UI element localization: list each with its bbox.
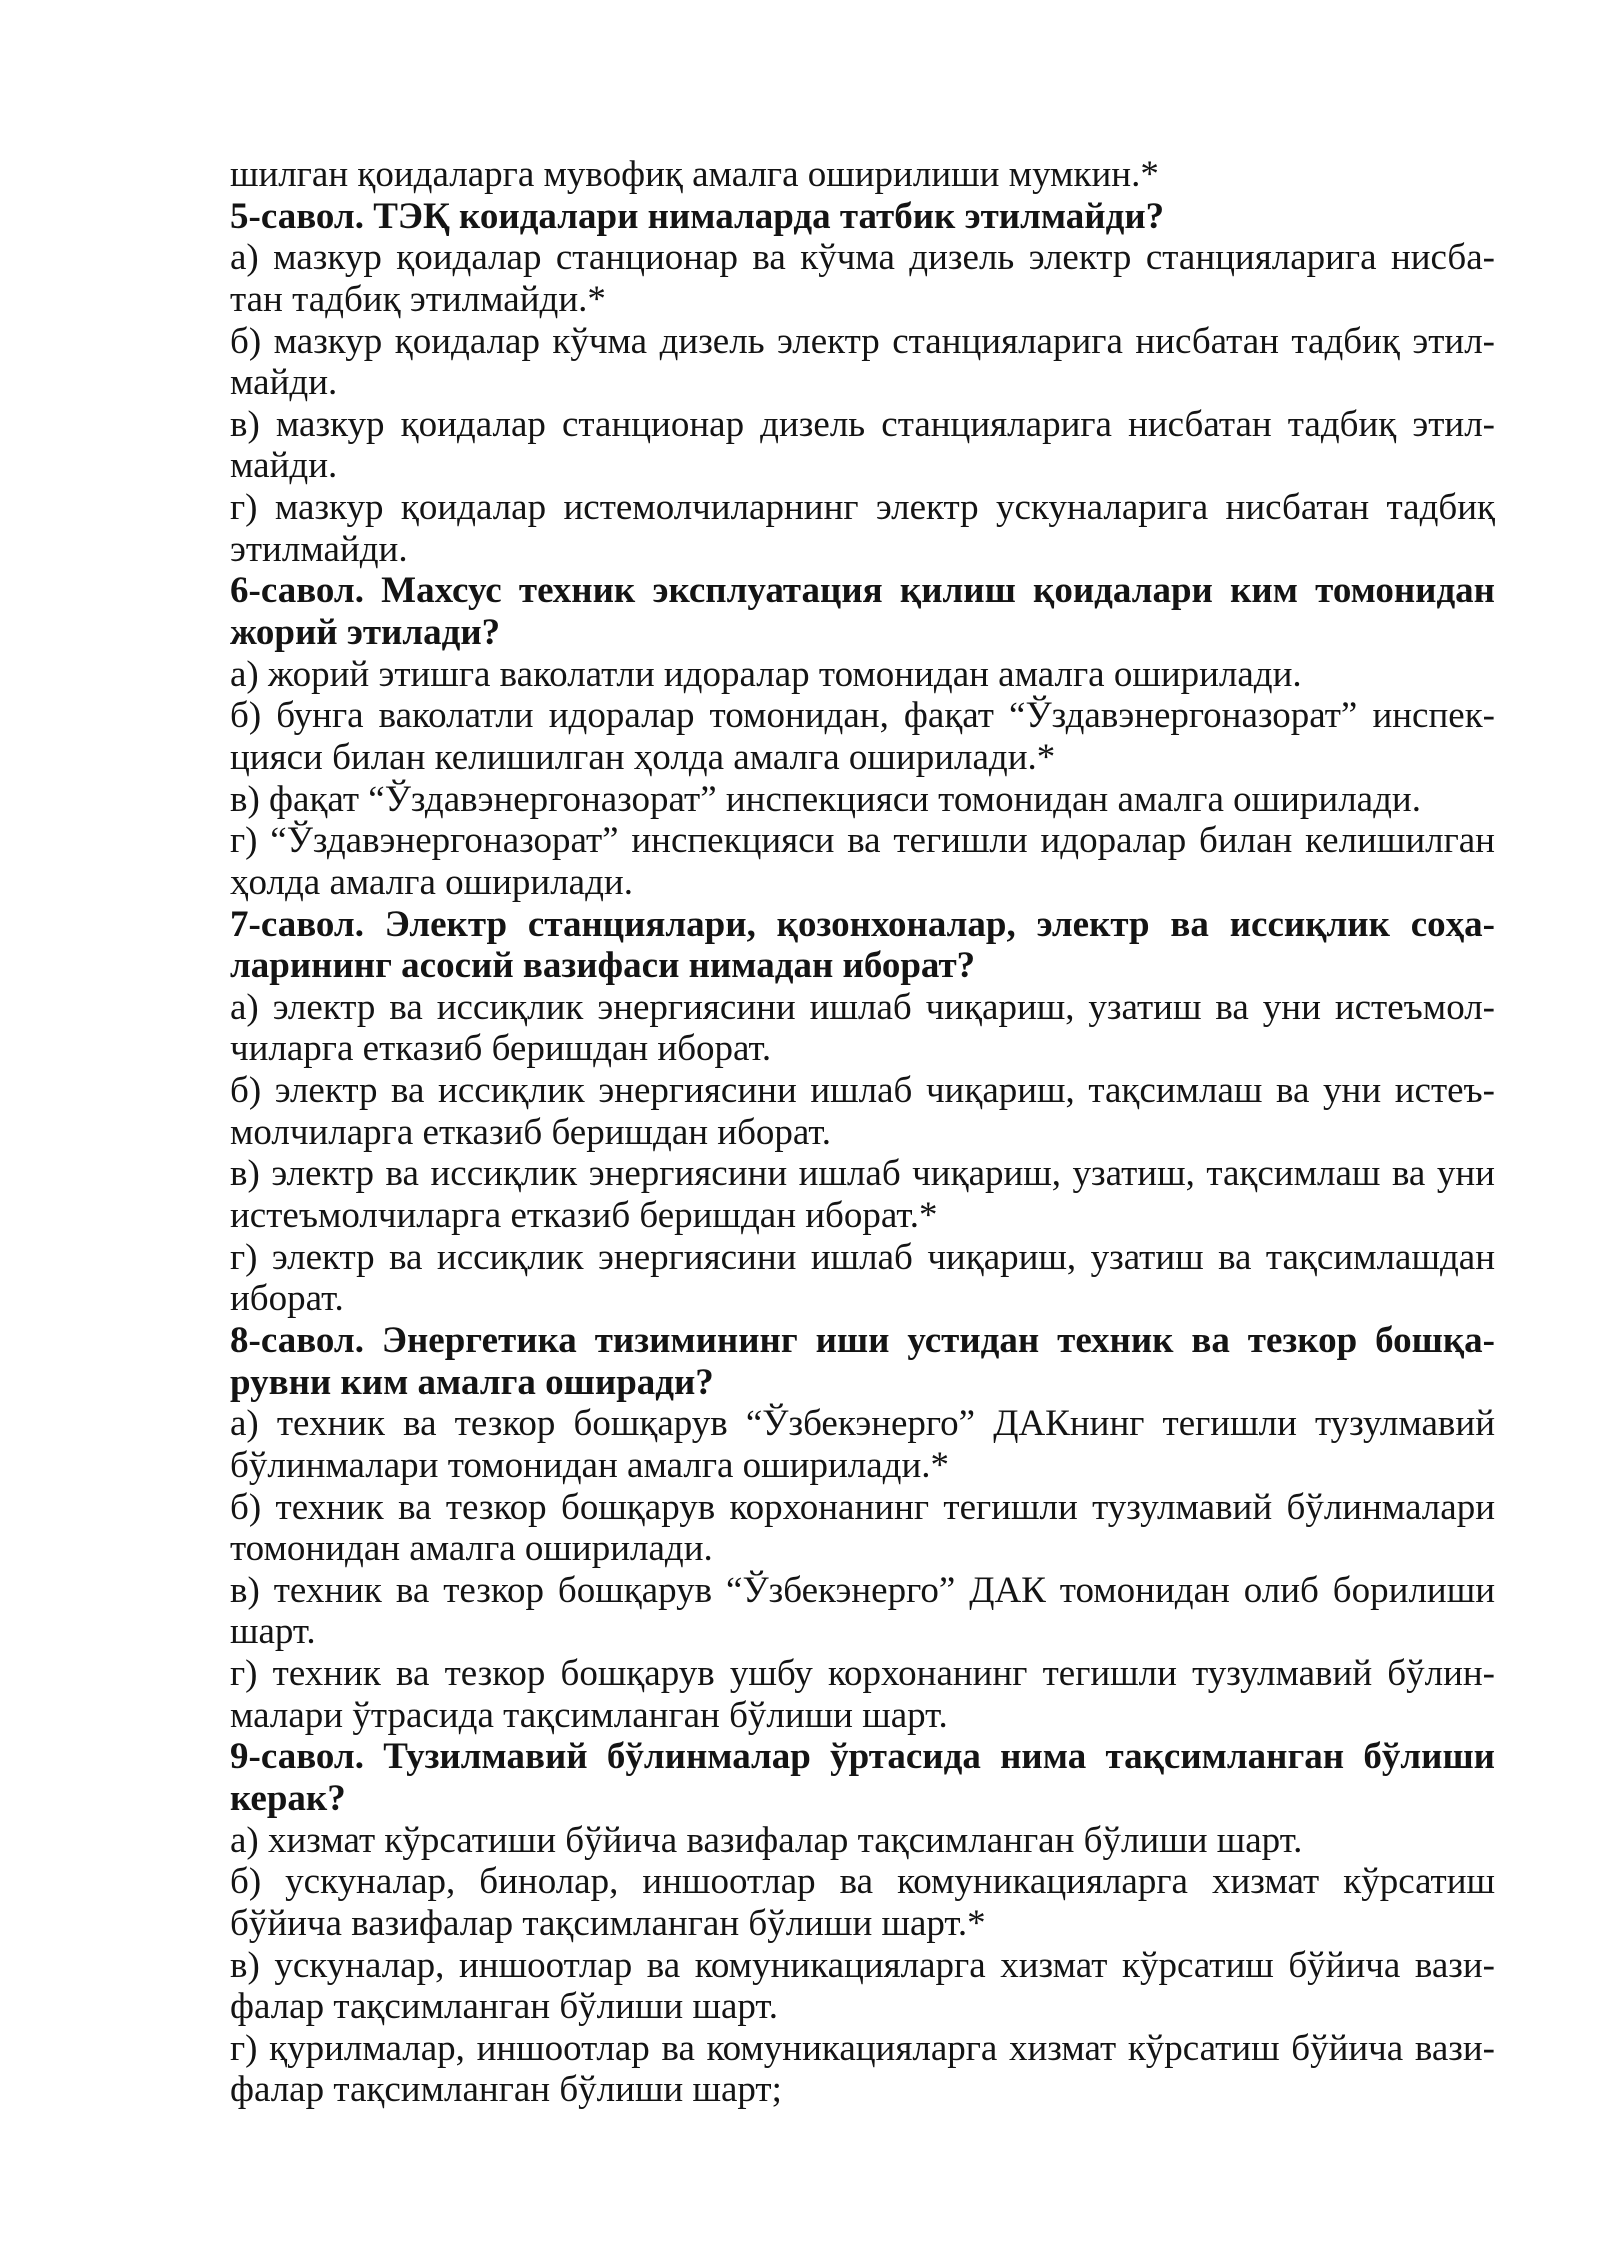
question-title-line: рувни ким амалга оширади? [230,1361,714,1403]
question-9 [230,1736,1495,2111]
answer-option-v [230,779,1495,821]
question-title [230,570,1495,653]
answer-option-v [230,1153,1495,1236]
answer-option-g [230,1653,1495,1736]
answer-line: молчиларга етказиб беришдан иборат. [230,1111,832,1153]
answer-line: г) қурилмалар, иншоотлар ва комуникацияларга хизмат кўрсатиш бўйича вази- [230,2027,1495,2069]
answer-line: чиларга етказиб беришдан иборат. [230,1028,772,1070]
answer-option-b [230,1861,1495,1944]
answer-line: б) мазкур қоидалар кўчма дизель электр станцияларига нисбатан тадбиқ этил- [230,320,1495,362]
answer-line: этилмайди. [230,528,408,570]
answer-line: майди. [230,445,338,487]
answer-option-v [230,404,1495,487]
answer-line: а) хизмат кўрсатиши бўйича вазифалар тақсимланган бўлиши шарт. [230,1819,1303,1861]
answer-line: тан тадбиқ этилмайди.* [230,278,606,320]
answer-line: фалар тақсимланган бўлиши шарт; [230,2069,782,2111]
answer-line: а) электр ва иссиқлик энергиясини ишлаб чиқариш, узатиш ва уни истеъмол- [230,986,1495,1028]
answer-line: а) техник ва тезкор бошқарув “Ўзбекэнерго” ДАКнинг тегишли тузулмавий [230,1403,1495,1445]
document-body [230,154,1495,2111]
answer-line: в) фақат “Ўздавэнергоназорат” инспекцияси томонидан амалга оширилади. [230,778,1421,820]
answer-line: г) техник ва тезкор бошқарув ушбу корхонанинг тегишли тузулмавий бўлин- [230,1653,1495,1695]
answer-line: бўлинмалари томонидан амалга оширилади.* [230,1444,950,1486]
question-title [230,904,1495,987]
answer-line: г) “Ўздавэнергоназорат” инспекцияси ва тегишли идоралар билан келишилган [230,820,1495,862]
answer-option-v [230,1945,1495,2028]
answer-line: цияси билан келишилган ҳолда амалга оширилади.* [230,736,1056,778]
question-6 [230,570,1495,903]
question-title-line: жорий этилади? [230,612,501,654]
question-title-line: 9-савол. Тузилмавий бўлинмалар ўртасида нима тақсимланган бўлиши [230,1736,1495,1778]
answer-line: а) мазкур қоидалар станционар ва кўчма дизель электр станцияларига нисба- [230,237,1495,279]
answer-line: фалар тақсимланган бўлиши шарт. [230,1986,779,2028]
answer-line: б) ускуналар, бинолар, иншоотлар ва комуникацияларга хизмат кўрсатиш [230,1861,1495,1903]
answer-line: бўйича вазифалар тақсимланган бўлиши шарт.* [230,1902,986,1944]
answer-line: томонидан амалга оширилади. [230,1528,713,1570]
answer-option-v [230,1570,1495,1653]
answer-option-g [230,2028,1495,2111]
answer-option-b [230,1487,1495,1570]
answer-line: б) бунга ваколатли идоралар томонидан, фақат “Ўздавэнергоназорат” инспек- [230,695,1495,737]
answer-line: шилган қоидаларга мувофиқ амалга оширилиши мумкин.* [230,154,1159,195]
answer-line: шарт. [230,1611,316,1653]
answer-line: г) электр ва иссиқлик энергиясини ишлаб чиқариш, узатиш ва тақсимлашдан [230,1236,1495,1278]
answer-line: в) электр ва иссиқлик энергиясини ишлаб чиқариш, узатиш, тақсимлаш ва уни [230,1153,1495,1195]
answer-line: б) электр ва иссиқлик энергиясини ишлаб чиқариш, тақсимлаш ва уни истеъ- [230,1070,1495,1112]
answer-option-g [230,1237,1495,1320]
answer-option-a [230,237,1495,320]
answer-option-a [230,1820,1495,1862]
answer-line: в) техник ва тезкор бошқарув “Ўзбекэнерго” ДАК томонидан олиб борилиши [230,1569,1495,1611]
question-5 [230,196,1495,571]
question-title-line: 5-савол. ТЭҚ коидалари нималарда татбик этилмайди? [230,195,1165,237]
answer-line: истеъмолчиларга етказиб беришдан иборат.* [230,1195,938,1237]
answer-option-a [230,1403,1495,1486]
question-7 [230,904,1495,1320]
answer-line: ҳолда амалга оширилади. [230,861,633,903]
answer-option-g [230,820,1495,903]
question-title-line: 8-савол. Энергетика тизимининг иши устидан техник ва тезкор бошқа- [230,1319,1495,1361]
answer-option-a [230,654,1495,696]
answer-line: в) мазкур қоидалар станционар дизель станцияларига нисбатан тадбиқ этил- [230,403,1495,445]
question-title-line: ларининг асосий вазифаси нимадан иборат? [230,945,976,987]
answer-line: иборат. [230,1278,344,1320]
answer-line: а) жорий этишга ваколатли идоралар томонидан амалга оширилади. [230,653,1302,695]
answer-option-b [230,1070,1495,1153]
question-title-line: керак? [230,1777,346,1819]
answer-option-b [230,321,1495,404]
question-title [230,1320,1495,1403]
question-8 [230,1320,1495,1736]
answer-line: г) мазкур қоидалар истемолчиларнинг электр ускуналарига нисбатан тадбиқ [230,487,1495,529]
answer-option-b [230,695,1495,778]
continued-answer [230,154,1495,196]
answer-line: б) техник ва тезкор бошқарув корхонанинг тегишли тузулмавий бўлинмалари [230,1486,1495,1528]
question-title-line: 7-савол. Электр станциялари, қозонхоналар, электр ва иссиқлик соҳа- [230,903,1495,945]
answer-line: майди. [230,362,338,404]
answer-line: в) ускуналар, иншоотлар ва комуникацияларга хизмат кўрсатиш бўйича вази- [230,1944,1495,1986]
question-title [230,1736,1495,1819]
answer-option-a [230,987,1495,1070]
answer-line: малари ўтрасида тақсимланган бўлиши шарт. [230,1694,948,1736]
answer-option-g [230,487,1495,570]
question-title [230,196,1495,238]
question-title-line: 6-савол. Махсус техник эксплуатация қилиш қоидалари ким томонидан [230,570,1495,612]
